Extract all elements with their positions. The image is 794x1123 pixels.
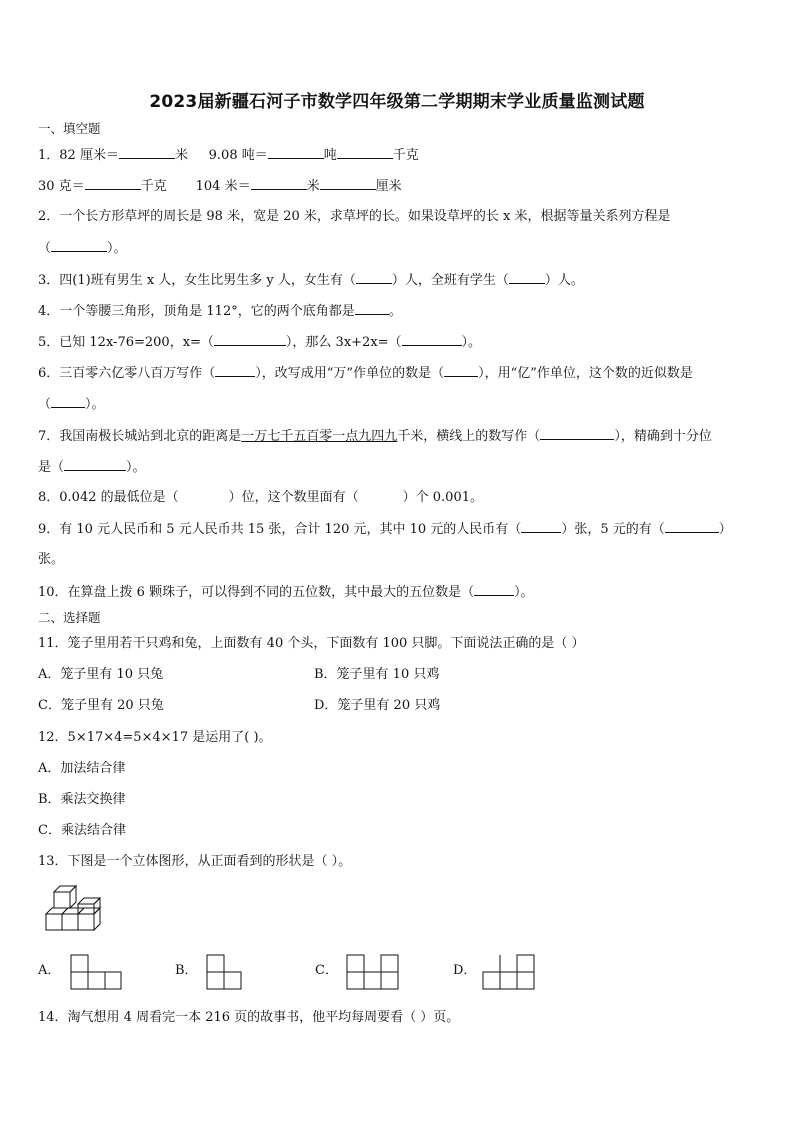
q1-text: 104 米＝ (195, 179, 251, 194)
q9-text: ） (718, 522, 732, 537)
question-1-line-1 (38, 146, 419, 165)
q10-text: 10．在算盘上拨 6 颗珠子，可以得到不同的五位数，其中最大的五位数是（ (38, 585, 475, 600)
q4-text: 。 (388, 304, 402, 319)
answer-blank[interactable] (119, 146, 175, 159)
question-7-line-1 (38, 427, 712, 446)
question-13-stem: 13．下图是一个立体图形，从正面看到的形状是（ ）。 (38, 854, 352, 869)
q5-text: 5．已知 12x-76=200，x=（ (38, 335, 214, 350)
question-7-line-2 (38, 458, 146, 477)
q1-text: 9.08 吨＝ (208, 148, 268, 163)
q3-text: 3．四(1)班有男生 x 人，女生比男生多 y 人，女生有（ (38, 273, 356, 288)
question-9-line-1 (38, 520, 732, 539)
question-4 (38, 302, 402, 321)
answer-blank[interactable] (444, 364, 478, 377)
q1-text: 米 (306, 179, 320, 194)
question-10 (38, 583, 534, 602)
answer-blank[interactable] (214, 333, 286, 346)
q13-option-a-shape[interactable] (70, 954, 122, 990)
q1-text: 吨 (323, 148, 337, 163)
q7-text: 是（ (38, 460, 65, 475)
q8-text: ）个 0.001。 (402, 490, 483, 505)
question-8 (38, 489, 483, 507)
question-2-line-1: 2．一个长方形草坪的周长是 98 米，宽是 20 米，求草坪的长。如果设草坪的长 x 米，根据等量关系列方程是 (38, 209, 671, 224)
answer-blank[interactable] (474, 583, 514, 596)
question-3 (38, 271, 584, 290)
question-6-line-1 (38, 364, 693, 383)
q2-text: （ (38, 241, 52, 256)
q9-text: 9．有 10 元人民币和 5 元人民币共 15 张，合计 120 元，其中 10 元的人民币有（ (38, 522, 522, 537)
q7-text: ）。 (126, 460, 146, 475)
answer-blank[interactable] (51, 239, 107, 252)
answer-blank[interactable] (665, 520, 719, 533)
q12-option-a[interactable]: A．加法结合律 (38, 761, 126, 776)
answer-blank[interactable] (85, 177, 141, 190)
q3-text: ）人，全班有学生（ (391, 273, 509, 288)
question-12-stem: 12．5×17×4=5×4×17 是运用了( )。 (38, 730, 272, 745)
question-1-line-2 (38, 177, 402, 196)
q13-option-d-label[interactable]: D． (453, 963, 477, 978)
answer-blank[interactable] (215, 364, 255, 377)
q7-text: ），精确到十分位 (614, 429, 712, 444)
q7-text: 千米，横线上的数写作（ (397, 429, 541, 444)
question-2-line-2 (38, 239, 127, 258)
answer-blank[interactable] (251, 177, 307, 190)
section-fill-heading: 一、填空题 (38, 121, 101, 136)
q1-text: 米 (174, 148, 188, 163)
answer-blank[interactable] (268, 146, 324, 159)
q1-text: 1．82 厘米＝ (38, 148, 119, 163)
section-choice-heading: 二、选择题 (38, 610, 101, 625)
answer-blank[interactable] (320, 177, 376, 190)
q8-text: ）位，这个数里面有（ (228, 490, 359, 505)
answer-blank[interactable] (356, 271, 392, 284)
q6-text: ），用“亿”作单位，这个数的近似数是 (478, 366, 693, 381)
q7-text: 7．我国南极长城站到北京的距离是 (38, 429, 242, 444)
q13-option-c-shape[interactable] (346, 954, 400, 990)
q1-text: 30 克＝ (38, 179, 85, 194)
q13-option-d-shape[interactable] (482, 954, 536, 990)
q1-text: 千克 (392, 148, 419, 163)
answer-blank[interactable] (540, 427, 614, 440)
q9-text: ）张，5 元的有（ (561, 522, 665, 537)
q8-text: 8．0.042 的最低位是（ (38, 490, 179, 505)
question-6-line-2 (38, 395, 105, 414)
question-5 (38, 333, 481, 352)
q11-option-d[interactable]: D．笼子里有 20 只鸡 (314, 698, 441, 713)
q13-option-b-shape[interactable] (206, 954, 242, 990)
question-14-stem: 14．淘气想用 4 周看完一本 216 页的故事书，他平均每周要看（ ）页。 (38, 1010, 460, 1025)
q12-option-c[interactable]: C．乘法结合律 (38, 823, 126, 838)
answer-blank[interactable] (509, 271, 545, 284)
answer-blank[interactable] (402, 333, 462, 346)
question-11-stem: 11．笼子里用若干只鸡和兔，上面数有 40 个头，下面数有 100 只脚。下面说法正确的是（ ） (38, 636, 585, 651)
answer-blank[interactable] (337, 146, 393, 159)
answer-blank[interactable] (64, 458, 126, 471)
q11-option-b[interactable]: B．笼子里有 10 只鸡 (314, 667, 440, 682)
q11-option-c[interactable]: C．笼子里有 20 只兔 (38, 698, 164, 713)
q10-text: ）。 (514, 585, 534, 600)
q5-text: ），那么 3x+2x=（ (285, 335, 402, 350)
q6-text: 6．三百零六亿零八百万写作（ (38, 366, 216, 381)
q12-option-b[interactable]: B．乘法交换律 (38, 792, 126, 807)
page-title: 2023届新疆石河子市数学四年级第二学期期末学业质量监测试题 (149, 92, 645, 112)
q6-text: （ (38, 397, 52, 412)
q6-text: ），改写成用“万”作单位的数是（ (255, 366, 445, 381)
q11-option-a[interactable]: A．笼子里有 10 只兔 (38, 667, 164, 682)
q3-text: ）人。 (544, 273, 584, 288)
answer-blank[interactable] (521, 520, 561, 533)
q13-option-a-label[interactable]: A． (38, 963, 61, 978)
q7-underlined-number: 一万七千五百零一点九四九 (241, 429, 398, 444)
q13-option-c-label[interactable]: C． (315, 963, 338, 978)
answer-blank[interactable] (355, 302, 389, 315)
question-9-line-2: 张。 (38, 552, 65, 567)
q1-text: 厘米 (375, 179, 402, 194)
q6-text: ）。 (85, 397, 105, 412)
q1-text: 千克 (140, 179, 167, 194)
q4-text: 4．一个等腰三角形，顶角是 112°，它的两个底角都是 (38, 304, 355, 319)
q2-text: ）。 (107, 241, 127, 256)
solid-figure-diagram (44, 884, 110, 934)
q5-text: ）。 (461, 335, 482, 350)
answer-blank[interactable] (51, 395, 85, 408)
q13-option-b-label[interactable]: B． (175, 963, 198, 978)
